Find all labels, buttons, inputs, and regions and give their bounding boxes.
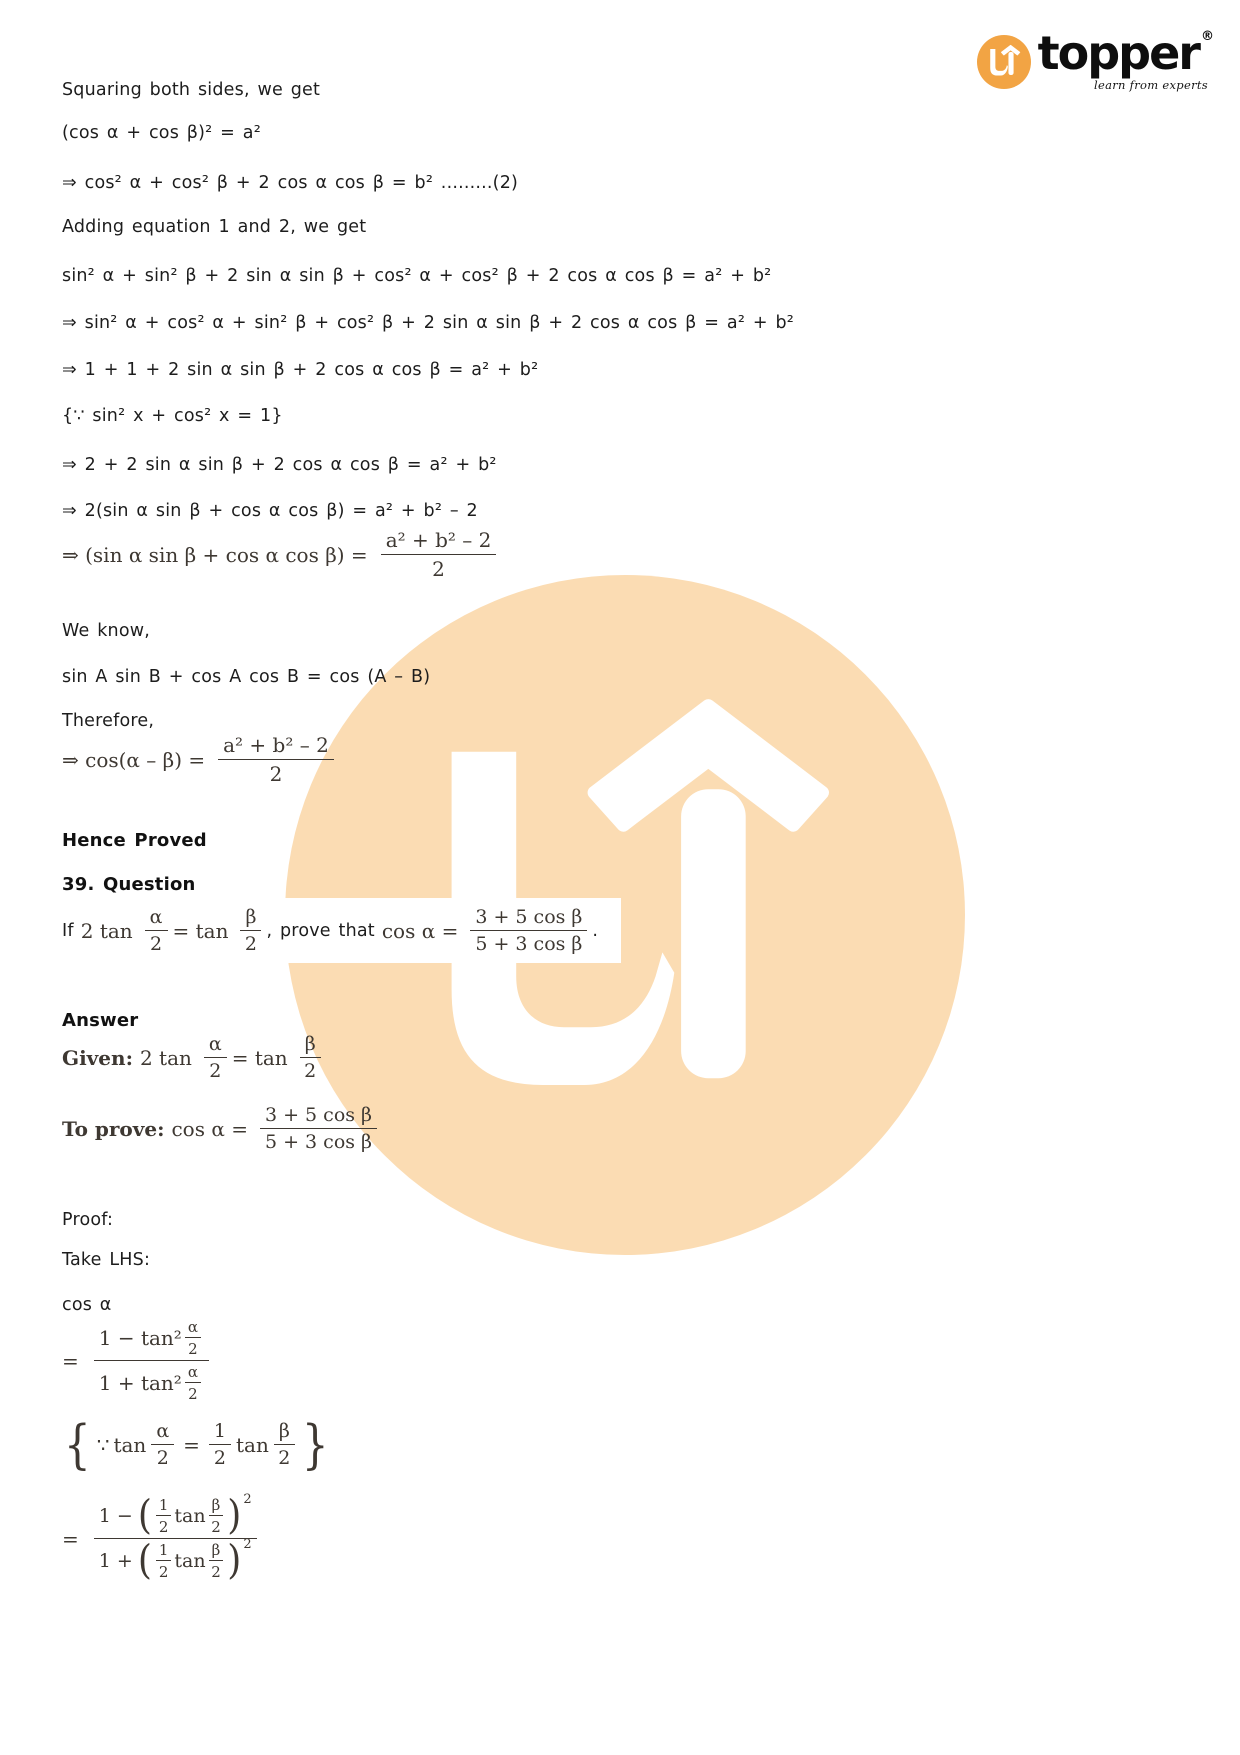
close-brace: }: [301, 1413, 329, 1475]
display-equation: = 1 − tan² $\frac{\alpha}{2}$ 1 + tan² $\frac{\alpha}{2}$: [62, 1318, 214, 1403]
equation-text: cos α: [62, 1294, 112, 1315]
fraction: $\frac{\alpha}{2}$: [151, 1420, 174, 1469]
brand-tagline: learn from experts: [1093, 77, 1208, 92]
equation-text: ⇒ 1 + 1 + 2 sin α sin β + 2 cos α cos β = a² + b²: [62, 359, 539, 380]
fraction: $\frac{\beta}{2}$: [240, 906, 261, 955]
fraction: $\frac{\text{3 + 5 cos β}}{\text{5 + 3 cos β}}$: [260, 1104, 377, 1153]
equation-text: sin² α + sin² β + 2 sin α sin β + cos² α + cos² β + 2 cos α cos β = a² + b²: [62, 265, 772, 286]
text-line: Adding equation 1 and 2, we get: [62, 216, 367, 237]
open-brace: {: [64, 1413, 91, 1475]
fraction: $\frac{\beta}{2}$: [209, 1541, 224, 1581]
text-line: Squaring both sides, we get: [62, 79, 321, 100]
fraction: $\frac{1}{2}$: [156, 1496, 172, 1536]
exponent: 2: [243, 1537, 252, 1552]
fraction: $\frac{\text{3 + 5 cos β}}{\text{5 + 3 cos β}}$: [470, 906, 587, 955]
answer-heading: Answer: [62, 1010, 139, 1031]
fraction: $\frac{1}{2}$: [156, 1541, 172, 1581]
text-line: Proof:: [62, 1209, 114, 1230]
given-statement: Given: 2 tan $\frac{\alpha}{2}$ = tan $\frac{\beta}{2}$: [62, 1033, 326, 1082]
logo-circle: [977, 35, 1031, 89]
topper-logo-icon: [977, 35, 1031, 89]
fraction: $\frac{\text{a² + b² – 2}}{2}$: [381, 528, 497, 581]
fraction: $\frac{\alpha}{2}$: [185, 1318, 201, 1358]
open-paren: (: [137, 1537, 152, 1584]
fraction: $\frac{\alpha}{2}$: [185, 1363, 201, 1403]
brand-name: topper: [1037, 26, 1199, 80]
equation-text: ⇒ 2 + 2 sin α sin β + 2 cos α cos β = a² + b²: [62, 454, 497, 475]
fraction: $\frac{\beta}{2}$: [300, 1033, 321, 1082]
brand-text: [1037, 26, 1214, 92]
equation-text: ⇒ sin² α + cos² α + sin² β + cos² β + 2 sin α sin β + 2 cos α cos β = a² + b²: [62, 312, 794, 333]
close-paren: ): [227, 1492, 242, 1539]
equation-lead: ⇒ (sin α sin β + cos α cos β) =: [62, 542, 368, 567]
equation-text: {∵ sin² x + cos² x = 1}: [62, 405, 283, 426]
brand-logo: [977, 26, 1214, 92]
text-line: We know,: [62, 620, 151, 641]
fraction: $\frac{\beta}{2}$: [274, 1420, 295, 1469]
equation-text: sin A sin B + cos A cos B = cos (A – B): [62, 666, 431, 687]
display-equation: [62, 528, 501, 581]
text-line: Take LHS:: [62, 1249, 151, 1270]
fraction: $\frac{\text{a² + b² – 2}}{2}$: [218, 733, 334, 786]
registered-mark: ®: [1201, 29, 1214, 44]
question-statement: If 2 tan $\frac{\alpha}{2}$ = tan $\frac{\beta}{2}$ , prove that cos α = $\frac{\text{3 + 5 cos β}}{\text{5 + 3 cos β}}$ .: [62, 898, 621, 963]
open-paren: (: [137, 1492, 152, 1539]
text-line: Therefore,: [62, 710, 155, 731]
fraction: $\frac{\beta}{2}$: [209, 1496, 224, 1536]
display-equation: [62, 733, 339, 786]
given-label: Given:: [62, 1045, 133, 1070]
display-equation: = 1 − ( $\frac{1}{2}$ tan $\frac{\beta}{2}$ ) 2 1 + ( $\frac{1}{2}$ tan $\frac{\beta}{2}$ ) 2: [62, 1496, 262, 1581]
equation-text: (cos α + cos β)² = a²: [62, 122, 261, 143]
question-number-heading: 39. Question: [62, 874, 196, 895]
exponent: 2: [243, 1492, 252, 1507]
equation-lead: ⇒ cos(α – β) =: [62, 747, 206, 772]
fraction: $\frac{\alpha}{2}$: [204, 1033, 227, 1082]
equation-text: ⇒ cos² α + cos² β + 2 cos α cos β = b² .........(2): [62, 172, 519, 193]
fraction: $\frac{1}{2}$: [209, 1420, 231, 1469]
fraction: 1 − tan² $\frac{\alpha}{2}$ 1 + tan² $\frac{\alpha}{2}$: [94, 1318, 209, 1403]
fraction: 1 − ( $\frac{1}{2}$ tan $\frac{\beta}{2}$ ) 2 1 + ( $\frac{1}{2}$ tan $\frac{\beta}{2}$ ) 2: [94, 1496, 257, 1581]
close-paren: ): [227, 1537, 242, 1584]
to-prove-label: To prove:: [62, 1116, 165, 1141]
identity-note: { ∵ tan $\frac{\alpha}{2}$ = $\frac{1}{2}$ tan $\frac{\beta}{2}$ }: [64, 1413, 329, 1475]
fraction: $\frac{\alpha}{2}$: [145, 906, 168, 955]
hence-proved-heading: Hence Proved: [62, 830, 207, 851]
to-prove-statement: To prove: cos α = $\frac{\text{3 + 5 cos β}}{\text{5 + 3 cos β}}$: [62, 1104, 382, 1153]
equation-text: ⇒ 2(sin α sin β + cos α cos β) = a² + b² – 2: [62, 500, 478, 521]
